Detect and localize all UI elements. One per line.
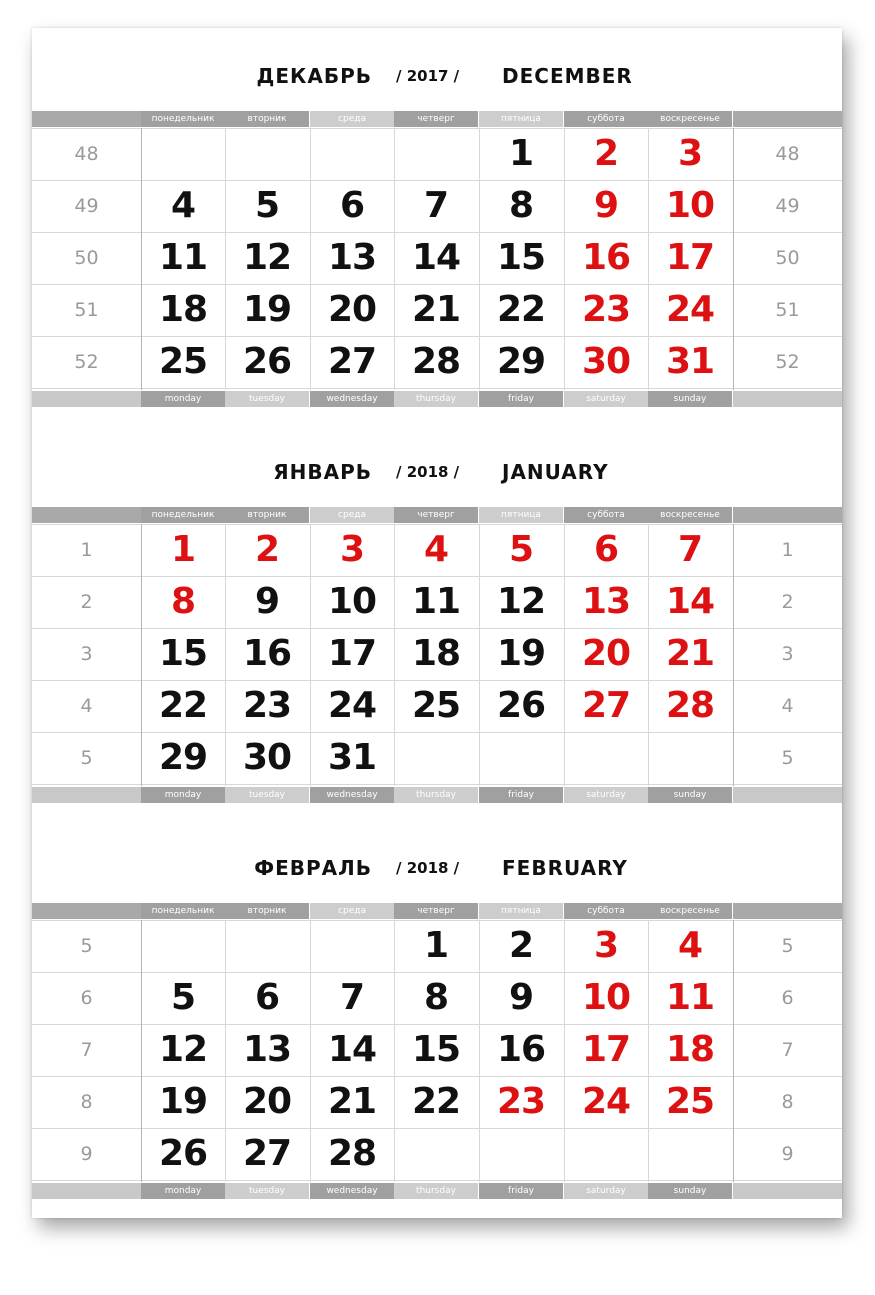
day-cell: 7 [339,977,365,1018]
header-bar-right [733,507,842,523]
day-cell: 26 [158,1133,208,1174]
day-cell: 16 [496,1029,546,1070]
day-cell: 16 [581,237,631,278]
week-number-right: 7 [781,1039,794,1061]
week-number-right: 8 [781,1091,794,1113]
weekday-name-ru: воскресенье [648,507,732,523]
day-cell [394,128,478,180]
week-number-right: 5 [781,747,794,769]
day-cell: 12 [242,237,292,278]
month-block [32,820,842,1202]
weekday-name-ru: среда [310,507,394,523]
week-number-right: 49 [775,195,800,217]
day-cell [394,1128,478,1180]
weekday-name-en: monday [141,391,225,407]
week-number-left: 4 [80,695,93,717]
weekday-name-en: tuesday [225,1183,309,1199]
weekday-name-ru: среда [310,111,394,127]
day-cell: 12 [158,1029,208,1070]
week-number-right: 48 [775,143,800,165]
week-number-left: 9 [80,1143,93,1165]
weekday-name-en: thursday [394,787,478,803]
day-cell [141,128,225,180]
footer-bar-left [32,1183,141,1199]
footer-bar-left [32,391,141,407]
day-cell: 17 [327,633,377,674]
day-cell: 21 [665,633,715,674]
day-cell: 10 [665,185,715,226]
weekday-footer-en [32,1183,842,1199]
weekday-name-ru: четверг [394,507,478,523]
day-cell: 8 [170,581,196,622]
day-cell: 4 [423,529,449,570]
day-cell [394,732,478,784]
week-number-right: 1 [781,539,794,561]
day-cell: 10 [327,581,377,622]
month-title [32,456,842,490]
weekday-name-ru: четверг [394,903,478,919]
day-cell: 9 [254,581,280,622]
day-cell: 23 [242,685,292,726]
week-number-right: 5 [781,935,794,957]
week-number-right: 9 [781,1143,794,1165]
weekday-name-en: tuesday [225,391,309,407]
day-cell: 24 [581,1081,631,1122]
header-bar-left [32,111,141,127]
day-cell: 11 [158,237,208,278]
week-number-left: 1 [80,539,93,561]
day-cell: 5 [170,977,196,1018]
day-cell: 10 [581,977,631,1018]
day-cell: 13 [242,1029,292,1070]
week-number-right: 50 [775,247,800,269]
header-bar-right [733,903,842,919]
weekday-name-ru: суббота [564,903,648,919]
weekday-name-ru: воскресенье [648,111,732,127]
day-cell: 5 [254,185,280,226]
day-cell: 18 [411,633,461,674]
day-cell: 28 [411,341,461,382]
month-block [32,28,842,410]
weekday-name-en: saturday [564,1183,648,1199]
day-cell [141,920,225,972]
day-cell: 15 [411,1029,461,1070]
weekday-name-ru: вторник [225,507,309,523]
day-cell: 24 [665,289,715,330]
day-cell: 3 [339,529,365,570]
day-cell: 31 [327,737,377,778]
day-cell: 19 [242,289,292,330]
day-cell [310,920,394,972]
month-title-en: FEBRUARY [502,856,628,880]
week-number-right: 3 [781,643,794,665]
day-cell: 12 [496,581,546,622]
month-block [32,424,842,806]
day-cell: 3 [593,925,619,966]
header-bar-right [733,111,842,127]
weekday-name-ru: четверг [394,111,478,127]
week-number-right: 51 [775,299,800,321]
weekday-name-ru: понедельник [141,903,225,919]
weekday-header-ru [32,903,842,919]
day-cell: 11 [411,581,461,622]
day-cell: 4 [677,925,703,966]
day-cell: 30 [581,341,631,382]
day-cell: 29 [496,341,546,382]
day-cell: 25 [665,1081,715,1122]
day-cell: 21 [411,289,461,330]
day-cell: 20 [242,1081,292,1122]
day-cell: 22 [496,289,546,330]
day-cell: 19 [158,1081,208,1122]
weekday-name-en: wednesday [310,391,394,407]
day-cell: 19 [496,633,546,674]
day-cell: 14 [411,237,461,278]
day-cell: 7 [677,529,703,570]
week-number-right: 2 [781,591,794,613]
weekday-name-ru: понедельник [141,111,225,127]
day-cell: 15 [496,237,546,278]
day-cell: 6 [254,977,280,1018]
weekday-name-en: friday [479,391,563,407]
week-number-left: 50 [74,247,99,269]
week-number-left: 8 [80,1091,93,1113]
weekday-name-ru: суббота [564,507,648,523]
weekday-name-en: friday [479,1183,563,1199]
day-cell: 23 [496,1081,546,1122]
day-cell: 4 [170,185,196,226]
weekday-name-ru: воскресенье [648,903,732,919]
day-cell [564,1128,648,1180]
day-cell: 25 [158,341,208,382]
weekday-header-ru [32,507,842,523]
weekday-name-en: monday [141,1183,225,1199]
weekday-name-ru: вторник [225,111,309,127]
day-cell: 24 [327,685,377,726]
calendar-sheet [32,28,842,1218]
month-grid [32,128,842,390]
weekday-name-en: friday [479,787,563,803]
day-cell: 20 [327,289,377,330]
day-cell [648,732,732,784]
weekday-name-ru: пятница [479,507,563,523]
week-number-left: 48 [74,143,99,165]
day-cell: 3 [677,133,703,174]
day-cell: 29 [158,737,208,778]
footer-bar-right [733,391,842,407]
month-year: / 2018 / [396,859,460,877]
day-cell: 8 [508,185,534,226]
grid-row-divider [32,1180,842,1181]
day-cell: 25 [411,685,461,726]
day-cell [310,128,394,180]
day-cell: 14 [327,1029,377,1070]
day-cell: 17 [665,237,715,278]
weekday-name-ru: пятница [479,111,563,127]
weekday-name-en: sunday [648,1183,732,1199]
month-title-en: DECEMBER [502,64,633,88]
month-title [32,60,842,94]
weekday-header-ru [32,111,842,127]
day-cell: 30 [242,737,292,778]
day-cell: 1 [170,529,196,570]
week-number-left: 6 [80,987,93,1009]
day-cell: 2 [508,925,534,966]
weekday-name-en: sunday [648,391,732,407]
weekday-name-ru: пятница [479,903,563,919]
day-cell: 13 [581,581,631,622]
day-cell: 28 [665,685,715,726]
weekday-name-en: wednesday [310,1183,394,1199]
week-number-left: 49 [74,195,99,217]
week-number-left: 5 [80,935,93,957]
footer-bar-left [32,787,141,803]
day-cell: 27 [581,685,631,726]
day-cell: 27 [327,341,377,382]
weekday-name-ru: вторник [225,903,309,919]
week-number-left: 5 [80,747,93,769]
weekday-name-en: monday [141,787,225,803]
header-bar-left [32,903,141,919]
day-cell [225,128,309,180]
day-cell: 1 [508,133,534,174]
week-number-left: 7 [80,1039,93,1061]
day-cell: 2 [593,133,619,174]
weekday-name-ru: среда [310,903,394,919]
month-title [32,852,842,886]
day-cell: 18 [665,1029,715,1070]
weekday-name-en: saturday [564,787,648,803]
day-cell: 28 [327,1133,377,1174]
day-cell [479,732,563,784]
day-cell: 17 [581,1029,631,1070]
day-cell: 13 [327,237,377,278]
weekday-name-en: thursday [394,391,478,407]
weekday-footer-en [32,787,842,803]
footer-bar-right [733,787,842,803]
day-cell: 26 [496,685,546,726]
week-number-left: 2 [80,591,93,613]
day-cell: 22 [158,685,208,726]
day-cell: 15 [158,633,208,674]
month-title-ru: ЯНВАРЬ [273,460,372,484]
day-cell: 9 [508,977,534,1018]
weekday-name-en: wednesday [310,787,394,803]
weekday-name-ru: суббота [564,111,648,127]
day-cell: 9 [593,185,619,226]
footer-bar-right [733,1183,842,1199]
day-cell: 16 [242,633,292,674]
day-cell [648,1128,732,1180]
month-year: / 2018 / [396,463,460,481]
grid-row-divider [32,784,842,785]
day-cell: 11 [665,977,715,1018]
day-cell: 26 [242,341,292,382]
day-cell: 22 [411,1081,461,1122]
day-cell [225,920,309,972]
day-cell: 14 [665,581,715,622]
week-number-right: 4 [781,695,794,717]
day-cell: 18 [158,289,208,330]
day-cell: 5 [508,529,534,570]
day-cell: 6 [339,185,365,226]
week-number-left: 3 [80,643,93,665]
weekday-name-en: sunday [648,787,732,803]
week-number-left: 52 [74,351,99,373]
day-cell: 23 [581,289,631,330]
month-year: / 2017 / [396,67,460,85]
header-bar-left [32,507,141,523]
weekday-name-en: saturday [564,391,648,407]
month-title-en: JANUARY [502,460,609,484]
day-cell: 31 [665,341,715,382]
day-cell: 8 [423,977,449,1018]
day-cell: 1 [423,925,449,966]
week-number-right: 52 [775,351,800,373]
month-grid [32,524,842,786]
weekday-name-ru: понедельник [141,507,225,523]
day-cell [479,1128,563,1180]
weekday-footer-en [32,391,842,407]
month-grid [32,920,842,1182]
day-cell: 7 [423,185,449,226]
day-cell: 21 [327,1081,377,1122]
day-cell: 27 [242,1133,292,1174]
day-cell: 6 [593,529,619,570]
week-number-left: 51 [74,299,99,321]
week-number-right: 6 [781,987,794,1009]
month-title-ru: ФЕВРАЛЬ [254,856,372,880]
grid-row-divider [32,388,842,389]
day-cell [564,732,648,784]
weekday-name-en: tuesday [225,787,309,803]
day-cell: 2 [254,529,280,570]
day-cell: 20 [581,633,631,674]
month-title-ru: ДЕКАБРЬ [256,64,372,88]
weekday-name-en: thursday [394,1183,478,1199]
